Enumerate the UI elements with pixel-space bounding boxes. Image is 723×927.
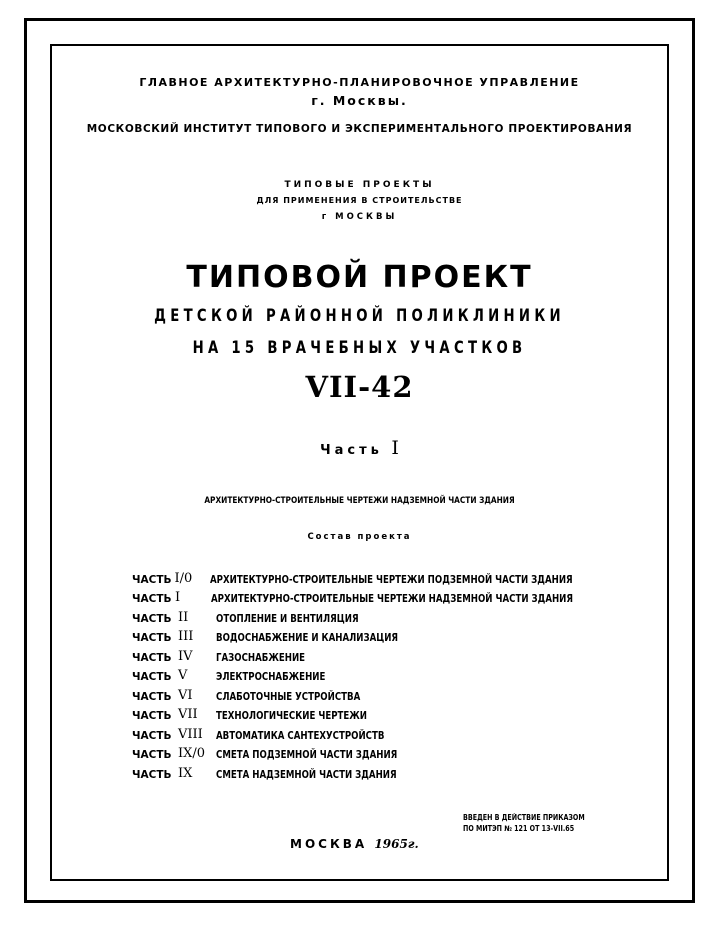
contents-item-number: III <box>178 629 194 644</box>
contents-item <box>132 664 652 684</box>
contents-item <box>132 703 652 723</box>
contents-item-text: СМЕТА НАДЗЕМНОЙ ЧАСТИ ЗДАНИЯ <box>216 768 397 781</box>
contents-item-number: IV <box>178 648 193 664</box>
enactment-note <box>463 812 633 834</box>
contents-item-text: ВОДОСНАБЖЕНИЕ И КАНАЛИЗАЦИЯ <box>216 632 399 644</box>
contents-item-number: VIII <box>178 726 203 742</box>
part-heading <box>52 437 667 459</box>
contents-item-number: V <box>178 668 188 683</box>
contents-item-label: ЧАСТЬ <box>132 632 172 644</box>
contents-item <box>132 625 652 645</box>
contents-item-label: ЧАСТЬ <box>132 749 172 761</box>
footer-place-date <box>290 837 419 851</box>
contents-item-text: СМЕТА ПОДЗЕМНОЙ ЧАСТИ ЗДАНИЯ <box>216 749 398 761</box>
contents-item-text: СЛАБОТОЧНЫЕ УСТРОЙСТВА <box>216 690 361 703</box>
volume-title: АРХИТЕКТУРНО-СТРОИТЕЛЬНЫЕ ЧЕРТЕЖИ НАДЗЕМНОЙ ЧАСТИ ЗДАНИЯ <box>204 496 515 506</box>
subtitle-line-2: НА 15 ВРАЧЕБНЫХ УЧАСТКОВ <box>192 338 527 358</box>
contents-item <box>132 605 652 625</box>
contents-item-label: ЧАСТЬ <box>132 690 172 703</box>
contents-item <box>132 586 652 606</box>
note-line-2: ПО МИТЭП № 121 ОТ 13-VII.65 <box>463 824 575 833</box>
org-line-2: г. Москвы. <box>311 93 408 108</box>
contents-item-number: II <box>178 609 189 625</box>
note-line-1: ВВЕДЕН В ДЕЙСТВИЕ ПРИКАЗОМ <box>463 813 585 822</box>
contents-item-text: ГАЗОСНАБЖЕНИЕ <box>216 651 306 664</box>
subtitle-line-1: ДЕТСКОЙ РАЙОННОЙ ПОЛИКЛИНИКИ <box>154 306 565 326</box>
contents-item-text: ЭЛЕКТРОСНАБЖЕНИЕ <box>216 671 326 683</box>
contents-item <box>132 566 652 586</box>
contents-item-text: АВТОМАТИКА САНТЕХУСТРОЙСТВ <box>216 729 385 742</box>
contents-item <box>132 761 652 781</box>
series-line-3: г МОСКВЫ <box>321 212 398 222</box>
series-line-2: ДЛЯ ПРИМЕНЕНИЯ В СТРОИТЕЛЬСТВЕ <box>256 196 463 205</box>
contents-item-number: VI <box>178 687 193 703</box>
contents-item-label: ЧАСТЬ <box>132 612 172 625</box>
part-label: Часть <box>320 443 383 458</box>
contents-item-text: ТЕХНОЛОГИЧЕСКИЕ ЧЕРТЕЖИ <box>216 710 368 722</box>
contents-item-text: АРХИТЕКТУРНО-СТРОИТЕЛЬНЫЕ ЧЕРТЕЖИ НАДЗЕМНОЙ ЧАСТИ ЗДАНИЯ <box>210 593 573 605</box>
composition-heading: Состав проекта <box>307 532 412 542</box>
project-code: VII-42 <box>305 370 414 404</box>
contents-item-text: ОТОПЛЕНИЕ И ВЕНТИЛЯЦИЯ <box>216 612 359 625</box>
part-number: I <box>391 437 399 459</box>
contents-item-label: ЧАСТЬ <box>132 729 172 742</box>
contents-item <box>132 683 652 703</box>
contents-item <box>132 644 652 664</box>
contents-list <box>132 566 652 781</box>
series-line-1: ТИПОВЫЕ ПРОЕКТЫ <box>284 180 435 190</box>
contents-item-label: ЧАСТЬ <box>132 768 172 781</box>
contents-item-number: I <box>174 590 181 605</box>
org-line-1: ГЛАВНОЕ АРХИТЕКТУРНО-ПЛАНИРОВОЧНОЕ УПРАВЛЕНИЕ <box>139 76 580 89</box>
contents-item-number: IX/0 <box>178 746 206 761</box>
page-title: ТИПОВОЙ ПРОЕКТ <box>186 260 533 295</box>
contents-item <box>132 722 652 742</box>
contents-item-label: ЧАСТЬ <box>132 671 172 683</box>
institute-name: МОСКОВСКИЙ ИНСТИТУТ ТИПОВОГО И ЭКСПЕРИМЕНТАЛЬНОГО ПРОЕКТИРОВАНИЯ <box>86 123 633 135</box>
contents-item-label: ЧАСТЬ <box>132 710 172 722</box>
contents-item-label: ЧАСТЬ <box>132 593 172 605</box>
contents-item-number: VII <box>178 707 198 722</box>
contents-item-text: АРХИТЕКТУРНО-СТРОИТЕЛЬНЫЕ ЧЕРТЕЖИ ПОДЗЕМНОЙ ЧАСТИ ЗДАНИЯ <box>209 573 573 586</box>
contents-item-number: I/0 <box>174 570 193 586</box>
footer-year: 1965г. <box>374 837 419 851</box>
footer-city: МОСКВА <box>290 837 368 851</box>
contents-item <box>132 742 652 762</box>
contents-item-label: ЧАСТЬ <box>132 573 172 586</box>
contents-item-label: ЧАСТЬ <box>132 651 172 664</box>
contents-item-number: IX <box>178 765 193 781</box>
